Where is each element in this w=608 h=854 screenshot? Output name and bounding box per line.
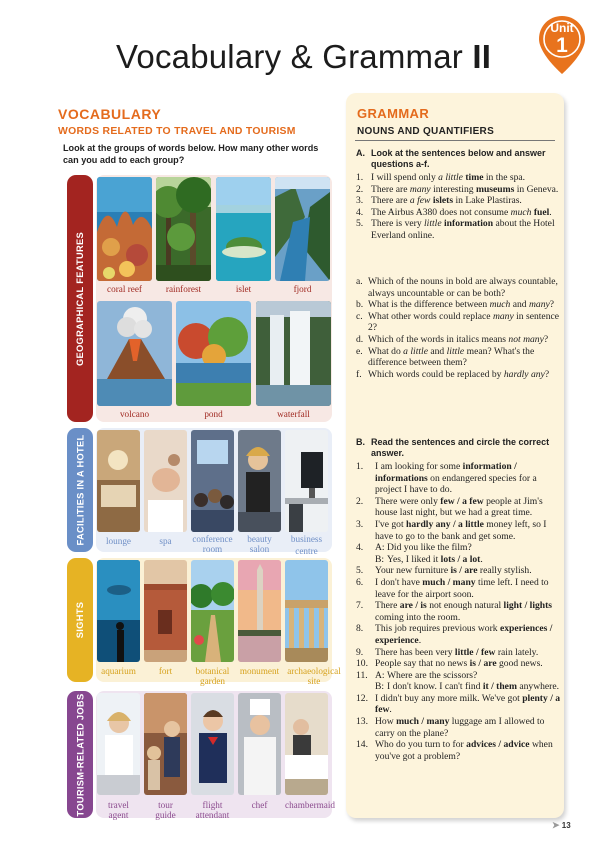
sentence-b10: 10. People say that no news is / are good news. xyxy=(356,658,543,670)
band-geographical-features: GEOGRAPHICAL FEATURES xyxy=(67,175,93,422)
photo-lounge xyxy=(97,430,140,532)
sentence-b6: 6. I don't have much / many time left. I need to leave for the airport soon. xyxy=(356,576,549,600)
photo-waterfall xyxy=(256,301,331,406)
sentence-a2: 2. There are many interesting museums in Geneva. xyxy=(356,183,559,195)
caption-tour: tour xyxy=(158,800,173,810)
sentence-b5: 5. Your new furniture is / are really stylish. xyxy=(356,565,532,577)
caption-flight: flight xyxy=(202,800,223,810)
photo-fjord xyxy=(275,177,330,281)
sentence-b7: 7. There are / is not enough natural light / lights coming into the room. xyxy=(356,600,553,623)
caption-business: business xyxy=(290,534,323,544)
caption-room: room xyxy=(202,544,223,554)
sentence-a5: 5. There is very little information about the Hotel Everland online. xyxy=(356,218,555,241)
sentence-b13: 13. How much / many luggage am I allowed to carry on the plane? xyxy=(356,716,545,739)
photo-tour-guide xyxy=(144,693,187,795)
section-a-instruction: A. Look at the sentences below and answer questions a-f. xyxy=(356,148,546,169)
grammar-heading: GRAMMAR xyxy=(357,106,430,121)
question-e: e. What do a little and little mean? What's the difference between them? xyxy=(356,345,535,369)
unit-label: Unit xyxy=(550,21,574,35)
sentence-b4a: 4. A: Did you like the film? xyxy=(356,542,472,554)
caption-monument: monument xyxy=(239,666,280,676)
photo-monument xyxy=(238,560,281,662)
unit-badge xyxy=(537,22,587,56)
caption-rainforest: rainforest xyxy=(165,284,202,294)
question-d: d. Which of the words in italics means not many? xyxy=(356,333,549,345)
photo-coral-reef xyxy=(97,177,152,281)
caption-conference: conference xyxy=(192,534,233,544)
caption-botanical: botanical xyxy=(195,666,230,676)
vocabulary-instruction: Look at the groups of words below. How many other words can you add to each group? xyxy=(63,143,319,165)
page-title: Vocabulary & Grammar II xyxy=(116,38,492,75)
photo-spa xyxy=(144,430,187,532)
grammar-divider xyxy=(355,140,555,141)
caption-lounge: lounge xyxy=(105,536,131,546)
photo-business-centre xyxy=(285,430,328,532)
photo-travel-agent xyxy=(97,693,140,795)
sentence-b12: 12. I didn't buy any more milk. We've got plenty / a few. xyxy=(356,692,561,716)
vocabulary-heading: VOCABULARY xyxy=(58,106,162,122)
grammar-section-a xyxy=(356,148,564,242)
sentence-b11a: 11. A: Where are the scissors? xyxy=(356,669,478,681)
page-number: 13 xyxy=(561,821,571,830)
caption-spa: spa xyxy=(159,536,172,546)
sentence-b4b: B: Yes, I liked it lots / a lot. xyxy=(375,553,483,565)
photo-chambermaid xyxy=(285,693,328,795)
question-a: a. Which of the nouns in bold are always countable, always uncountable or can be both? xyxy=(356,276,558,299)
sentence-b3: 3. I've got hardly any / a little money left, so I have to go to the bank and get some. xyxy=(356,518,547,542)
caption-chef: chef xyxy=(251,800,268,810)
vocabulary-subheading: WORDS RELATED TO TRAVEL AND TOURISM xyxy=(58,126,296,137)
sentence-a4: 4. The Airbus A380 does not consume much fuel. xyxy=(356,206,552,218)
photo-islet xyxy=(216,177,271,281)
unit-number: 1 xyxy=(556,34,568,57)
question-c: c. What other words could replace many in sentence 2? xyxy=(356,310,560,334)
caption-agent: agent xyxy=(108,810,129,820)
section-b-instruction: B. Read the sentences and circle the correct answer. xyxy=(356,437,550,458)
caption-attendant: attendant xyxy=(195,810,230,820)
grammar-section-b xyxy=(356,437,564,762)
photo-archaeological-site xyxy=(285,560,328,662)
page-footer xyxy=(552,820,571,831)
sentence-b11b: B: I don't know. I can't find it / them anywhere. xyxy=(375,681,560,693)
question-f: f. Which words could be replaced by hardly any? xyxy=(356,368,550,380)
caption-travel: travel xyxy=(108,800,129,810)
photo-beauty-salon xyxy=(238,430,281,532)
caption-fort: fort xyxy=(158,666,173,676)
caption-garden: garden xyxy=(200,676,225,686)
caption-islet: islet xyxy=(235,284,252,294)
photo-fort xyxy=(144,560,187,662)
caption-site: site xyxy=(307,676,321,686)
band-sights: SIGHTS xyxy=(67,558,93,682)
sentence-b1: 1. I am looking for some information / informations on endangered species for a project I have to do. xyxy=(356,461,537,496)
caption-guide: guide xyxy=(155,810,176,820)
sentence-b9: 9. There has been very little / few rain lately. xyxy=(356,646,539,658)
photo-flight-attendant xyxy=(191,693,234,795)
band-tourism-related-jobs: TOURISM-RELATED JOBS xyxy=(67,691,93,818)
photo-conference-room xyxy=(191,430,234,532)
caption-waterfall: waterfall xyxy=(277,409,310,419)
caption-aquarium: aquarium xyxy=(101,666,136,676)
next-arrow-icon: ➤ xyxy=(552,820,560,830)
caption-pond: pond xyxy=(204,409,223,419)
photo-pond xyxy=(176,301,251,406)
band-facilities-in-a-hotel: FACILITIES IN A HOTEL xyxy=(67,428,93,552)
grammar-questions xyxy=(356,276,564,380)
sentence-a3: 3. There are a few islets in Lake Plastiras. xyxy=(356,195,522,207)
caption-coral-reef: coral reef xyxy=(107,284,142,294)
photo-botanical-garden xyxy=(191,560,234,662)
grammar-subheading: NOUNS AND QUANTIFIERS xyxy=(357,126,495,137)
sentence-b8: 8. This job requires previous work experiences / experience. xyxy=(356,623,553,646)
caption-fjord: fjord xyxy=(293,284,312,294)
caption-centre: centre xyxy=(295,546,318,556)
caption-archaeological: archaeological xyxy=(287,666,341,676)
caption-chambermaid: chambermaid xyxy=(285,800,335,810)
caption-volcano: volcano xyxy=(119,409,150,419)
photo-aquarium xyxy=(97,560,140,662)
sentence-b14: 14. Who do you turn to for advices / advice when you've got a problem? xyxy=(356,739,553,762)
sentence-a1: 1. I will spend only a little time in the spa. xyxy=(356,172,526,183)
caption-beauty: beauty xyxy=(247,534,272,544)
photo-chef xyxy=(238,693,281,795)
sentence-b2: 2. There were only few / a few people at Jim's house last night, but we had a great time. xyxy=(356,495,543,519)
caption-salon: salon xyxy=(249,544,270,554)
photo-rainforest xyxy=(156,177,211,281)
question-b: b. What is the difference between much and many? xyxy=(356,299,555,311)
photo-volcano xyxy=(97,301,172,406)
